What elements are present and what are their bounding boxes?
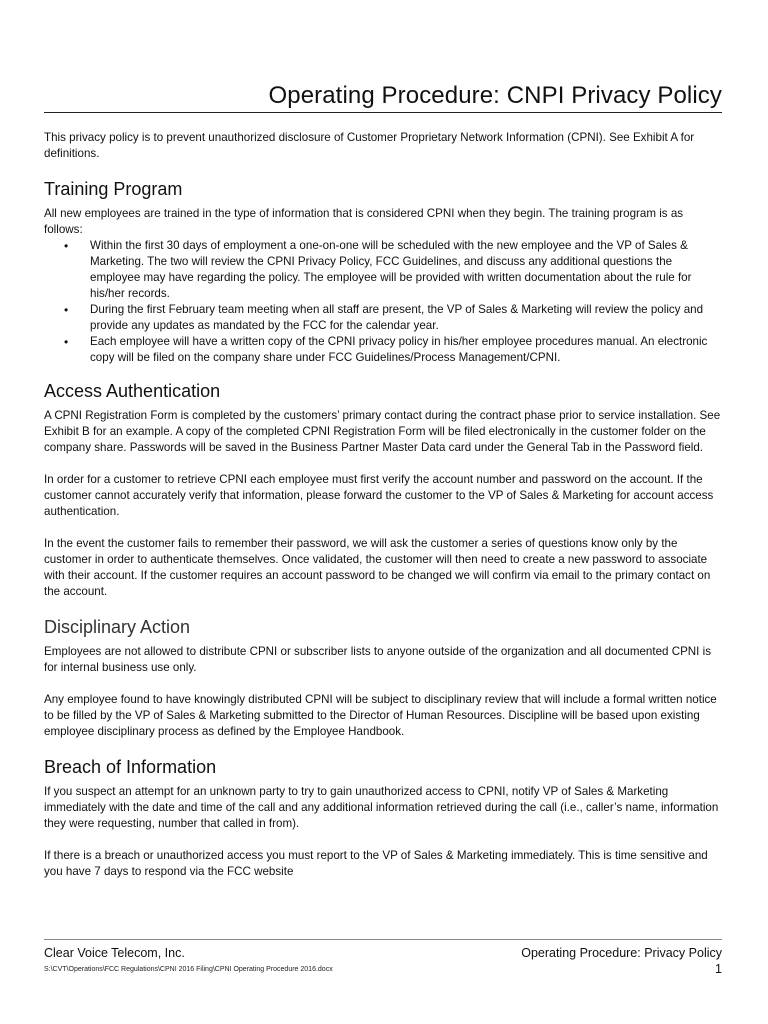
training-heading: Training Program [44, 179, 183, 199]
breach-paragraph: If there is a breach or unauthorized access you must report to the VP of Sales & Marketing immediately. This is time sensitive and you have 7 days to respond via the FCC website [44, 849, 708, 878]
footer-company: Clear Voice Telecom, Inc. [44, 946, 185, 960]
breach-paragraph: If you suspect an attempt for an unknown party to try to gain unauthorized access to CPNI, notify VP of Sales & Marketing immediately with the date and time of the call and any additional information retrieved during the call (i.e., caller’s name, information they were requesting, number that called in from). [44, 785, 719, 830]
bullet-icon: • [64, 239, 69, 253]
disciplinary-heading: Disciplinary Action [44, 617, 191, 637]
breach-heading: Breach of Information [44, 757, 217, 777]
page-title: Operating Procedure: CNPI Privacy Policy [268, 82, 722, 109]
training-intro: All new employees are trained in the type of information that is considered CPNI when they begin. The training program is as follows: [44, 207, 684, 236]
bullet-icon: • [64, 335, 69, 349]
intro-paragraph: This privacy policy is to prevent unauthorized disclosure of Customer Proprietary Network Information (CPNI). See Exhibit A for definitions. [44, 131, 695, 160]
access-paragraph: In order for a customer to retrieve CPNI each employee must first verify the account number and password on the account. If the customer cannot accurately verify that information, please forward the customer to the VP of Sales & Marketing for account access authentication. [44, 473, 714, 518]
footer-doc-title: Operating Procedure: Privacy Policy [521, 946, 722, 960]
bullet-icon: • [64, 303, 69, 317]
footer-divider [44, 939, 722, 940]
disciplinary-paragraph: Employees are not allowed to distribute CPNI or subscriber lists to anyone outside of the organization and all documented CPNI is for internal business use only. [44, 645, 711, 674]
list-item [44, 302, 722, 334]
access-paragraph: In the event the customer fails to remember their password, we will ask the customer a series of questions know only by the customer in order to authenticate themselves. Once validated, the customer will then need to create a new password to associate with their account. If the customer requires an account password to be changed we will confirm via email to the primary contact on the account. [44, 537, 711, 598]
access-paragraph: A CPNI Registration Form is completed by the customers’ primary contact during the contract phase prior to service installation. See Exhibit B for an example. A copy of the completed CPNI Registration Form will be filed electronically in the customer folder on the company share. Passwords will be saved in the Business Partner Master Data card under the General Tab in the Password field. [44, 409, 721, 454]
training-list [44, 238, 722, 366]
document-body [44, 130, 722, 896]
list-item-text: Within the first 30 days of employment a one-on-one will be scheduled with the new employee and the VP of Sales & Marketing. The two will review the CPNI Privacy Policy, FCC Guidelines, and discuss any additional questions the employee may have regarding the policy. The employee will be provided with written documentation about the rule for his/her records. [90, 239, 692, 300]
list-item [44, 238, 722, 302]
list-item-text: During the first February team meeting when all staff are present, the VP of Sales & Marketing will review the policy and provide any updates as mandated by the FCC for the calendar year. [90, 303, 704, 332]
list-item [44, 334, 722, 366]
title-divider [44, 112, 722, 113]
access-heading: Access Authentication [44, 381, 221, 401]
disciplinary-paragraph: Any employee found to have knowingly distributed CPNI will be subject to disciplinary review that will include a formal written notice to be filled by the VP of Sales & Marketing submitted to the Director of Human Resources. Discipline will be based upon existing employee disciplinary process as defined by the Employee Handbook. [44, 693, 717, 738]
footer-file-path: S:\CVT\Operations\FCC Regulations\CPNI 2016 Filing\CPNI Operating Procedure 2016.docx [44, 966, 333, 973]
page-number: 1 [715, 962, 722, 976]
list-item-text: Each employee will have a written copy of the CPNI privacy policy in his/her employee procedures manual. An electronic copy will be filed on the company share under FCC Guidelines/Process Management/CPNI. [90, 335, 708, 364]
